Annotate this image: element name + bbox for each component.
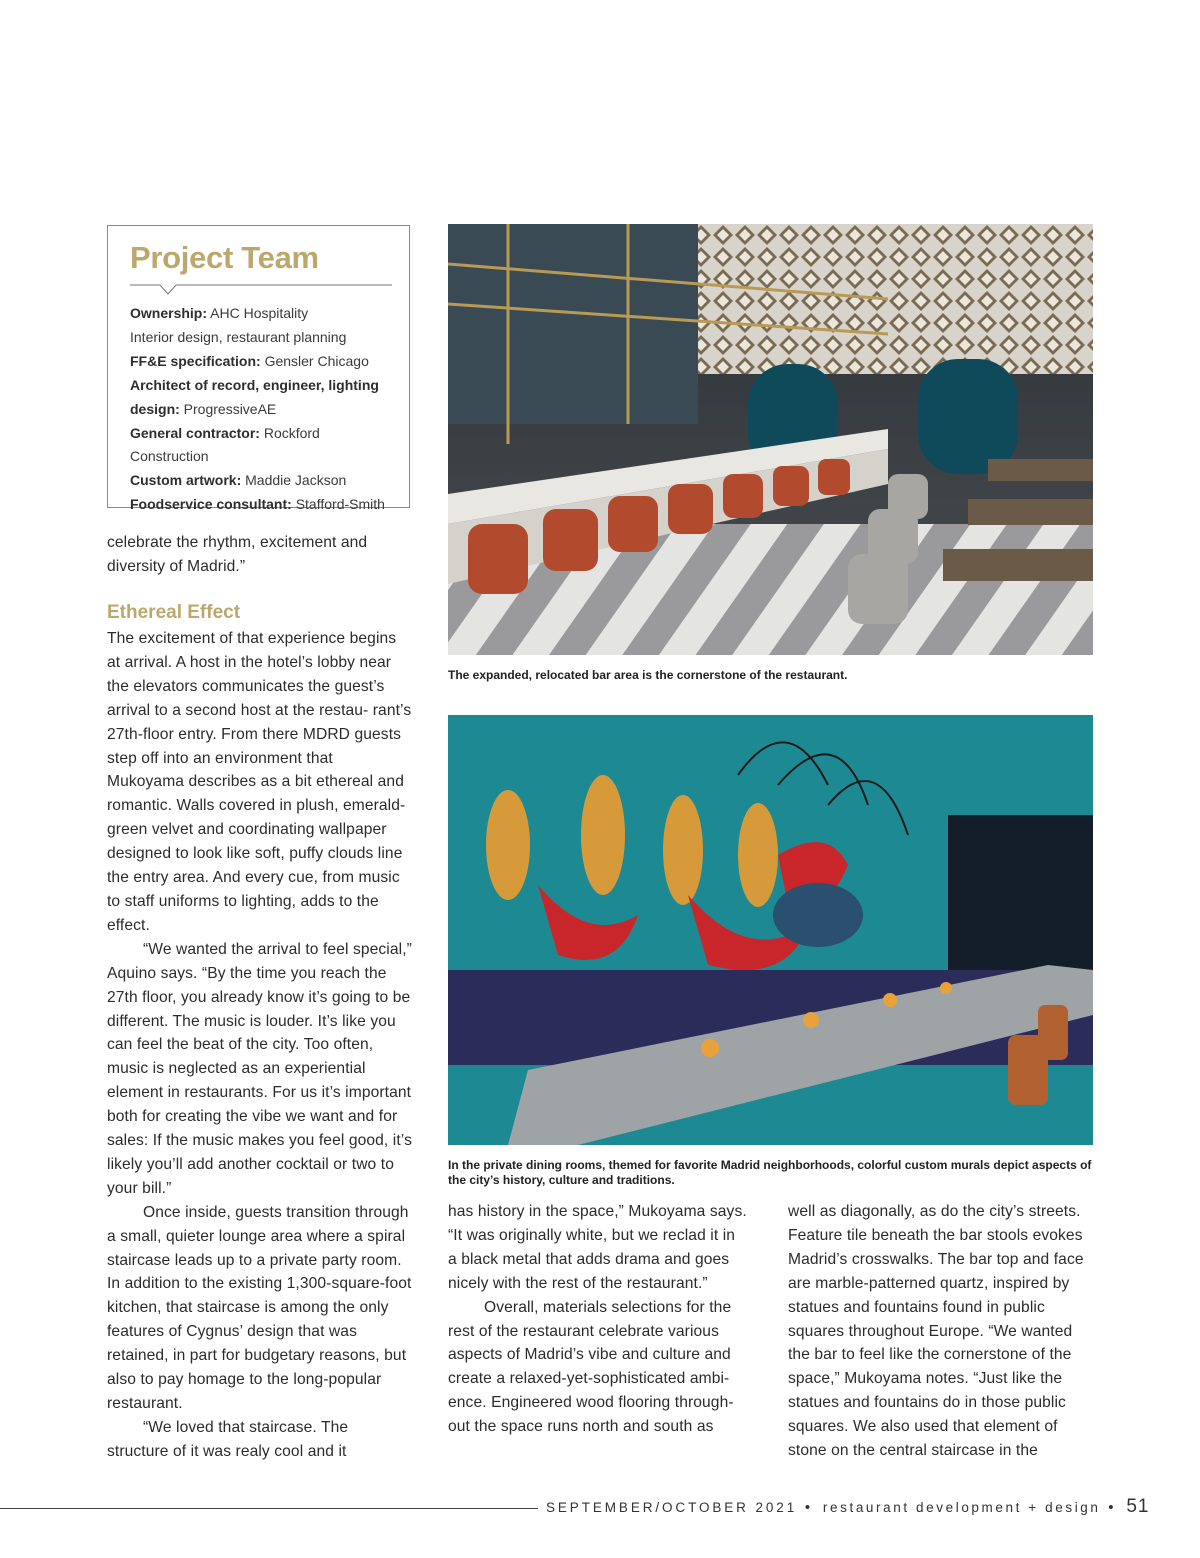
footer-rule	[0, 1508, 538, 1509]
title-divider-rule	[130, 284, 392, 296]
body-paragraph: Overall, materials selections for the rest of the restaurant celebrate various aspects of Madrid’s vibe and culture and create a relaxed-yet-sophisticated ambi- ence. Engineered wood flooring through- out the space runs north and south as	[448, 1298, 734, 1436]
private-dining-illustration	[448, 715, 1093, 1145]
bar-photo-caption: The expanded, relocated bar area is the cornerstone of the restaurant.	[448, 668, 848, 682]
project-team-box	[107, 225, 410, 513]
credit-architect: Architect of record, engineer, lighting design: ProgressiveAE	[130, 376, 379, 417]
footer-bullet: •	[1108, 1499, 1114, 1516]
body-paragraph: Once inside, guests transition through a small, quieter lounge area where a spiral staircase leads up to a private party room. In addition to the existing 1,300-square-foot kitchen, that staircase is among the only features of Cygnus’ design that was retained, in part for budgetary reasons, but also to pay homage to the long-popular restaurant.	[107, 1203, 412, 1412]
private-dining-photo	[448, 715, 1093, 1145]
credit-ownership: Ownership: AHC Hospitality	[130, 305, 309, 321]
body-paragraph: “We wanted the arrival to feel special,” Aquino says. “By the time you reach the 27th floor, you already know it’s going to be different. The music is louder. It’s like you can feel the beat of the city. Too often, music is neglected as an experiential element in restaurants. For us it’s important both for creating the vibe we want and for sales: If the music makes you feel good, it’s likely you’ll add another cocktail or two to your bill.”	[107, 940, 412, 1197]
page-number: 51	[1126, 1496, 1150, 1517]
credit-interior-design: Interior design, restaurant planning	[130, 328, 347, 345]
column-1-body	[107, 627, 413, 1464]
credit-contractor: General contractor: Rockford Construction	[130, 424, 320, 465]
body-paragraph: well as diagonally, as do the city’s streets. Feature tile beneath the bar stools evokes Madrid’s crosswalks. The bar top and face are marble-patterned quartz, inspired by statues and fountains found in public squares throughout Europe. “We wanted the bar to feel like the cornerstone of the space,” Mukoyama notes. “Just like the statues and fountains do in those public squares. We also used that element of stone on the central staircase in the	[788, 1203, 1084, 1460]
body-paragraph: has history in the space,” Mukoyama says. “It was originally white, but we reclad it in a black metal that adds drama and goes nicely with the rest of the restaurant.”	[448, 1203, 747, 1292]
dining-photo-caption: In the private dining rooms, themed for favorite Madrid neighborhoods, colorful custom murals depict aspects of the city’s history, culture and traditions.	[448, 1158, 1092, 1187]
lead-in-paragraph: celebrate the rhythm, excitement and diversity of Madrid.”	[107, 534, 368, 575]
footer-magazine-name: restaurant development + design	[822, 1500, 1101, 1515]
bar-area-illustration	[448, 224, 1093, 655]
column-1-lead-in	[107, 531, 413, 579]
page-footer	[546, 1496, 1149, 1518]
body-paragraph: The excitement of that experience begins at arrival. A host in the hotel’s lobby near the elevators communicates the guest’s arrival to a second host at the restau- rant’s 27th-floor entry. From there MDRD guests step off into an environment that Mukoyama describes as a bit ethereal and romantic. Walls covered in plush, emerald-green velvet and coordinating wallpaper designed to look like soft, puffy clouds line the entry area. And every cue, from music to staff uniforms to lighting, adds to the effect.	[107, 630, 412, 934]
project-team-credits	[130, 302, 402, 517]
section-subhead: Ethereal Effect	[107, 602, 241, 623]
column-3-body	[788, 1200, 1094, 1463]
credit-ffe: FF&E specification: Gensler Chicago	[130, 352, 369, 369]
project-team-title: Project Team	[130, 240, 319, 275]
footer-bullet: •	[804, 1499, 811, 1516]
credit-foodservice: Foodservice consultant: Stafford-Smith	[130, 496, 385, 513]
column-2-body	[448, 1200, 748, 1439]
credit-artwork: Custom artwork: Maddie Jackson	[130, 472, 347, 489]
body-paragraph: “We loved that staircase. The structure of it was realy cool and it	[107, 1418, 349, 1460]
footer-issue-date: SEPTEMBER/OCTOBER 2021	[546, 1500, 798, 1515]
bar-area-photo	[448, 224, 1093, 655]
